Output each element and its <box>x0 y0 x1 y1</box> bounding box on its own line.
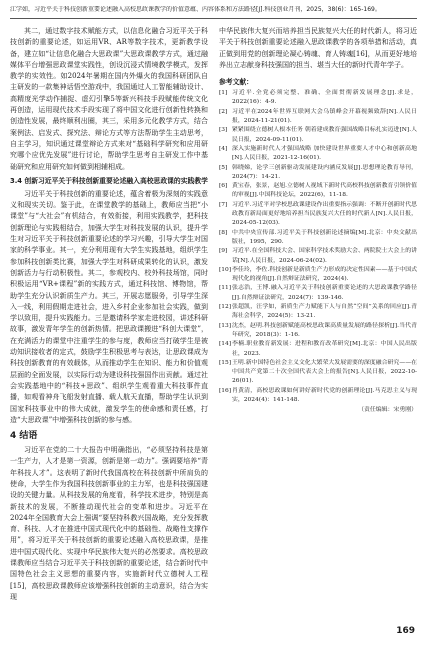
reference-item <box>219 108 417 127</box>
reference-text: 肖黄清，高校思政课如何讲好新时代党的创新理论[J].马克思主义与现实，2024(4)：141-148. <box>232 387 417 403</box>
body-paragraph-4: 中华民族伟大复兴而培养担当民族复兴大任的时代新人，将习近平关于科技创新重要论述融入思政课教学的各项举措和活动，真正做到用党的创新理论凝心铸魂、育人铸魂[16]，从而更好地培养出立志献身科技强国的担当、堪当大任的新时代青年学子。 <box>219 27 417 69</box>
reference-number: [1] <box>219 90 228 97</box>
reference-item <box>219 182 417 201</box>
body-paragraph-1: 其二，通过数字技术赋能方式，以信息化融合习近平关于科技创新的重要论述，如运用VR、AR等数字技术，更新教学设备，建立如“让信息化融合大思政课”大思政课教学方式，通过融媒体平台增强思政课堂实践性，创设沉浸式情境教学模式，发挥教学的实效性。如2024年暑期在国内外爆火的我国科研团队自主研发的一款集神话悟空游戏中，我国通过人工智能辅助设计、高精度光学动作捕捉、虚幻引擎5等新兴科技手段赋能传统文化再创造，运用现代技术手段实现了将中国文化进行创新性转换和创造性发展，最终顺利出圈，其三，采用多元化教学方式，结合案例法、启发式、探究法、辩论方式等方法帮助学生主动思考，自主学习，知识通过课堂辩论方式来对“基础科学研究和应用研究哪个应优先发展”进行讨论，帮助学生思考自主研发工作中基础研究和应用研究如何做到相辅相成。 <box>10 27 208 171</box>
reference-number: [16] <box>219 387 232 394</box>
reference-text: 沈杰，赵明.科技创新赋能高校思政课高质量发展的路径探析[J].当代青年研究，2018(3)：1-16. <box>232 322 417 338</box>
left-column <box>10 26 208 603</box>
reference-number: [9] <box>219 248 228 255</box>
reference-item <box>219 247 417 266</box>
section-heading-conclusion: 4 结语 <box>10 431 38 442</box>
reference-number: [12] <box>219 304 232 311</box>
reference-item <box>219 145 417 164</box>
reference-number: [10] <box>219 266 232 273</box>
reference-number: [14] <box>219 341 232 348</box>
reference-number: [15] <box>219 359 232 366</box>
reference-item <box>219 266 417 285</box>
reference-number: [2] <box>219 108 228 115</box>
reference-text: 习近平.全党必须完整、准确、全面贯彻新发展理念[J].求是，2022(16)：4-9. <box>232 90 417 106</box>
reference-text: 李楠.职业教育新发展：进程和教育改革研究[M].北京：中国人民出版社，2023. <box>232 341 417 357</box>
reference-item <box>219 322 417 341</box>
running-header: 江学如，习近平关于科技创新重要论述融入高校思政课教学的价值意蕴、内容体系和方法路径[J].科技创业月刊，2025，38(6)：165-169。 <box>10 6 417 19</box>
references-list <box>219 89 417 405</box>
reference-number: [7] <box>219 201 228 208</box>
body-paragraph-3: 习近平在党的二十大报告中明确指出，“必须坚持科技是第一生产力，人才是第一资源，创新是第一动力”。强调要培养“青年科技人才”。这表明了新时代我国高校在科技创新中所肩负的使命，大学生作为我国科技创新事业的主力军，也是科技强国建设的关键力量。从科技发展的角度看，科学技术进步，特别是高新技术的发展，不断推动现代社会的变革和进步。习近平在2024年全国教育大会上强调“要坚持科教兴国战略，充分发挥教育、科技、人才在推进中国式现代化中的基础性、战略性支撑作用”，将习近平关于科技创新的重要论述融入高校思政课，是推进中国式现代化、实现中华民族伟大复兴的必然要求。高校思政课教师应当结合习近平关于科技创新的重要论述，结合新时代中国特色社会主义思想的重要内容，实施新时代立德树人工程[15]，高校思政课教师应该增强科技创新的主动意识，结合为实现 <box>10 446 208 601</box>
page-number: 169 <box>396 626 415 636</box>
reference-text: 黄宝春，张景，赵旭.立德树人视域下新时代高校科技创新教育引领价值的审视[J].中国科技论坛，2022(6)，11-18. <box>232 183 417 199</box>
reference-number: [5] <box>219 164 228 171</box>
reference-text: 习近平在2024年世界互联网大会乌镇峰会开幕视频致辞[N].人民日报，2024-11-21(01). <box>232 108 417 125</box>
reference-number: [13] <box>219 322 232 329</box>
reference-item <box>219 303 417 322</box>
body-paragraph-2: 习近平关于科技创新的重要论述，蕴含着极为深刻的实践意义和现实关切。鉴于此，在课堂教学的基础上，教师应当把“小课堂”与“大社会”有机结合，有效衔接，利用实践教学，把科技创新理论与实践相结合，加强大学生对科技发展的认识，提升学生对习近平关于科技创新重要论述的学习兴趣，引导大学生对国家的科学事业。其一，充分利用现有大学生实践基地，组织学生参加科技创新类比赛，加强大学生对科研成果转化的认识，激发创新活力与行动积极性。其二，参观校内、校外科技场馆，同时积极运用“VR+课程”新的实践方式，通过科技馆、博物馆，帮助学生充分认识新质生产力。其三，开展志愿服务，引导学生深入一线，利用假期走进社会，进入乡村企业参加社会实践，做到学以致用，提升实践能力。三是邀请科学家走进校园，讲述科研故事，激发青年学生的创新热情。把思政课搬进“科创大课堂”，在充满活力的课堂中注重学生的参与度，教师应当打破学生是被动知识接收者的定式，鼓励学生积极思考与表达，让思政课成为科技创新教育的有效载体，从而推动学生在知识、能力和价值观层面的全面发展，以实际行动为建设科技强国作出贡献。通过社会实践基地中的“科技+思政”、组织学生观看重大科技事件直播，如观看神舟飞船发射直播、载人航天直播，帮助学生认识到国家科技事业中的伟大成就，激发学生的使命感和责任感，打造“大思政课”中增强科技创新的参与感。 <box>10 189 208 424</box>
reference-text: 中共中央宣传部.习近平关于科技创新论述摘编[M].北京：中央文献出版社，1995，290. <box>232 229 417 245</box>
reference-item <box>219 387 417 406</box>
reference-text: 深入实施新时代人才强国战略 加快建设世界重要人才中心和创新高地[N].人民日报，2021-12-16(01). <box>232 145 417 162</box>
reference-text: 习近平.习近平对学校思政课建设作出重要指示强调：不断开创新时代思政教育新局面更好地培养担当民族复兴大任的时代新人[N].人民日报，2024-05-12(03). <box>232 201 417 227</box>
right-column <box>219 26 417 415</box>
section-heading-3-4: 3.4 创新习近平关于科技创新重要论述融入高校思政课的实践教学 <box>10 176 208 185</box>
reference-text: 习近平.在全国科技大会、国家科学技术奖励大会、两院院士大会上的讲话[N].人民日报，2024-06-24(02). <box>232 248 417 264</box>
reference-text: 张超凯，汪学如，新质生产力赋能下人与自然“空间”关系的回应[J].青海社会科学，2024(5)：13-21. <box>232 304 417 320</box>
reference-item <box>219 201 417 229</box>
reference-text: 韩晓娣，论学三创新驱动发展建设内涵反发展[J].思想理论教育导刊，2024(7)：14-21. <box>232 164 417 180</box>
reference-number: [11] <box>219 285 232 292</box>
reference-item <box>219 89 417 108</box>
references-title: 参考文献： <box>219 78 253 87</box>
reference-item <box>219 229 417 248</box>
reference-text: 王明.新中国特色社会主义文化大繁荣大发展需要的深度融合研究——在中国共产党第二十次全国代表大会上的报告[N].人民日报，2022-10-26(01). <box>232 359 417 385</box>
reference-item <box>219 126 417 145</box>
reference-item <box>219 284 417 303</box>
reference-number: [4] <box>219 145 228 152</box>
reference-item <box>219 164 417 183</box>
reference-text: 李佳玲，李佐.科技创新是新质生产力形成的决定性因素——基于中国式现代化的视角[J].自然辩证法研究，2024(4). <box>232 266 417 283</box>
reference-item <box>219 340 417 359</box>
reference-text: 紧紧围绕立德树人根本任务 朝着建成教育强国战略目标扎实迈进[N].人民日报，2024-09-11(01). <box>232 127 417 143</box>
responsible-editor: （责任编辑：宋勇刚） <box>358 407 417 414</box>
reference-number: [8] <box>219 229 228 236</box>
reference-item <box>219 359 417 387</box>
reference-text: 张志浩，王博.融入习近平关于科技创新重要论述的大思政课教学路径[J].自然辩证法研究，2024(7)：139-146. <box>232 285 417 301</box>
reference-number: [6] <box>219 183 228 190</box>
reference-number: [3] <box>219 127 228 134</box>
